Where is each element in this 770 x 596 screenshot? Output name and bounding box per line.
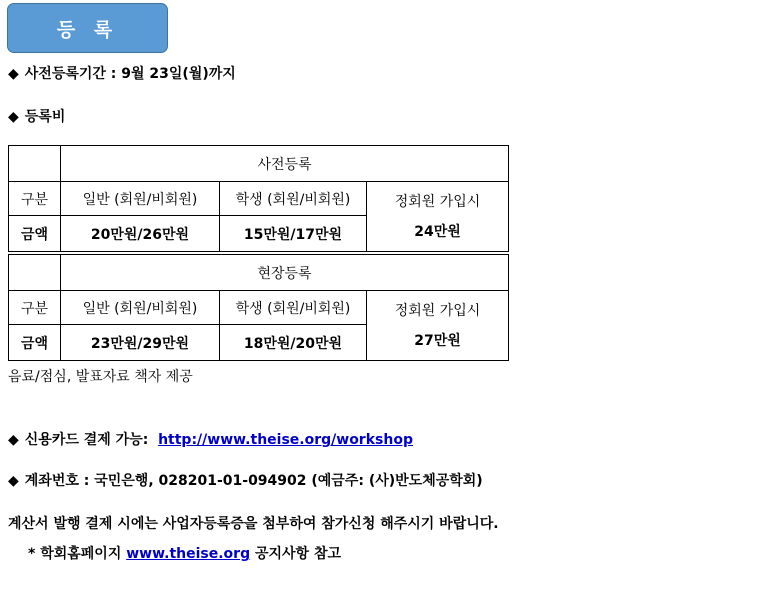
amount-general: 20만원/26만원 bbox=[61, 216, 220, 252]
card-payment-label: 신용카드 결제 가능: bbox=[24, 432, 149, 448]
amount-student: 15만원/17만원 bbox=[220, 216, 367, 252]
deadline-text: 사전등록기간 : 9월 23일(월)까지 bbox=[24, 66, 236, 82]
diamond-bullet-icon: ◆ bbox=[8, 66, 19, 82]
column-general: 일반 (회원/비회원) bbox=[61, 182, 220, 216]
homepage-suffix: 공지사항 참고 bbox=[254, 546, 341, 562]
member-label: 정회원 가입시 bbox=[394, 302, 481, 319]
category-label: 구분 bbox=[9, 291, 61, 325]
registration-header bbox=[7, 3, 168, 53]
member-amount: 27만원 bbox=[414, 332, 461, 349]
amount-student: 18만원/20만원 bbox=[220, 325, 367, 361]
invoice-line: 계산서 발행 결제 시에는 사업자등록증을 첨부하여 참가신청 해주시기 바랍니다. bbox=[8, 516, 499, 532]
member-cell bbox=[367, 182, 509, 252]
pre-registration-table bbox=[8, 145, 509, 252]
amount-general: 23만원/29만원 bbox=[61, 325, 220, 361]
table-corner-cell bbox=[9, 255, 61, 291]
table-corner-cell bbox=[9, 146, 61, 182]
account-line bbox=[8, 472, 483, 490]
workshop-link[interactable]: http://www.theise.org/workshop bbox=[158, 432, 413, 448]
diamond-bullet-icon: ◆ bbox=[8, 473, 19, 489]
homepage-link[interactable]: www.theise.org bbox=[126, 546, 251, 562]
fee-heading-line bbox=[8, 108, 65, 126]
category-label: 구분 bbox=[9, 182, 61, 216]
homepage-prefix: * 학회홈페이지 bbox=[28, 546, 122, 562]
member-cell bbox=[367, 291, 509, 361]
member-label: 정회원 가입시 bbox=[394, 193, 481, 210]
card-payment-line bbox=[8, 431, 413, 449]
homepage-line bbox=[28, 545, 341, 563]
member-amount: 24만원 bbox=[414, 223, 461, 240]
column-general: 일반 (회원/비회원) bbox=[61, 291, 220, 325]
registration-header-title: 등 록 bbox=[56, 18, 119, 41]
included-note: 음료/점심, 발표자료 책자 제공 bbox=[8, 369, 193, 385]
account-text: 계좌번호 : 국민은행, 028201-01-094902 (예금주: (사)반도체공학회) bbox=[24, 473, 483, 489]
column-student: 학생 (회원/비회원) bbox=[220, 182, 367, 216]
amount-label: 금액 bbox=[9, 216, 61, 252]
column-student: 학생 (회원/비회원) bbox=[220, 291, 367, 325]
deadline-line bbox=[8, 65, 236, 83]
amount-label: 금액 bbox=[9, 325, 61, 361]
table-title: 현장등록 bbox=[61, 255, 509, 291]
onsite-registration-table bbox=[8, 254, 509, 361]
diamond-bullet-icon: ◆ bbox=[8, 432, 19, 448]
diamond-bullet-icon: ◆ bbox=[8, 109, 19, 125]
table-title: 사전등록 bbox=[61, 146, 509, 182]
fee-heading-text: 등록비 bbox=[24, 109, 66, 125]
